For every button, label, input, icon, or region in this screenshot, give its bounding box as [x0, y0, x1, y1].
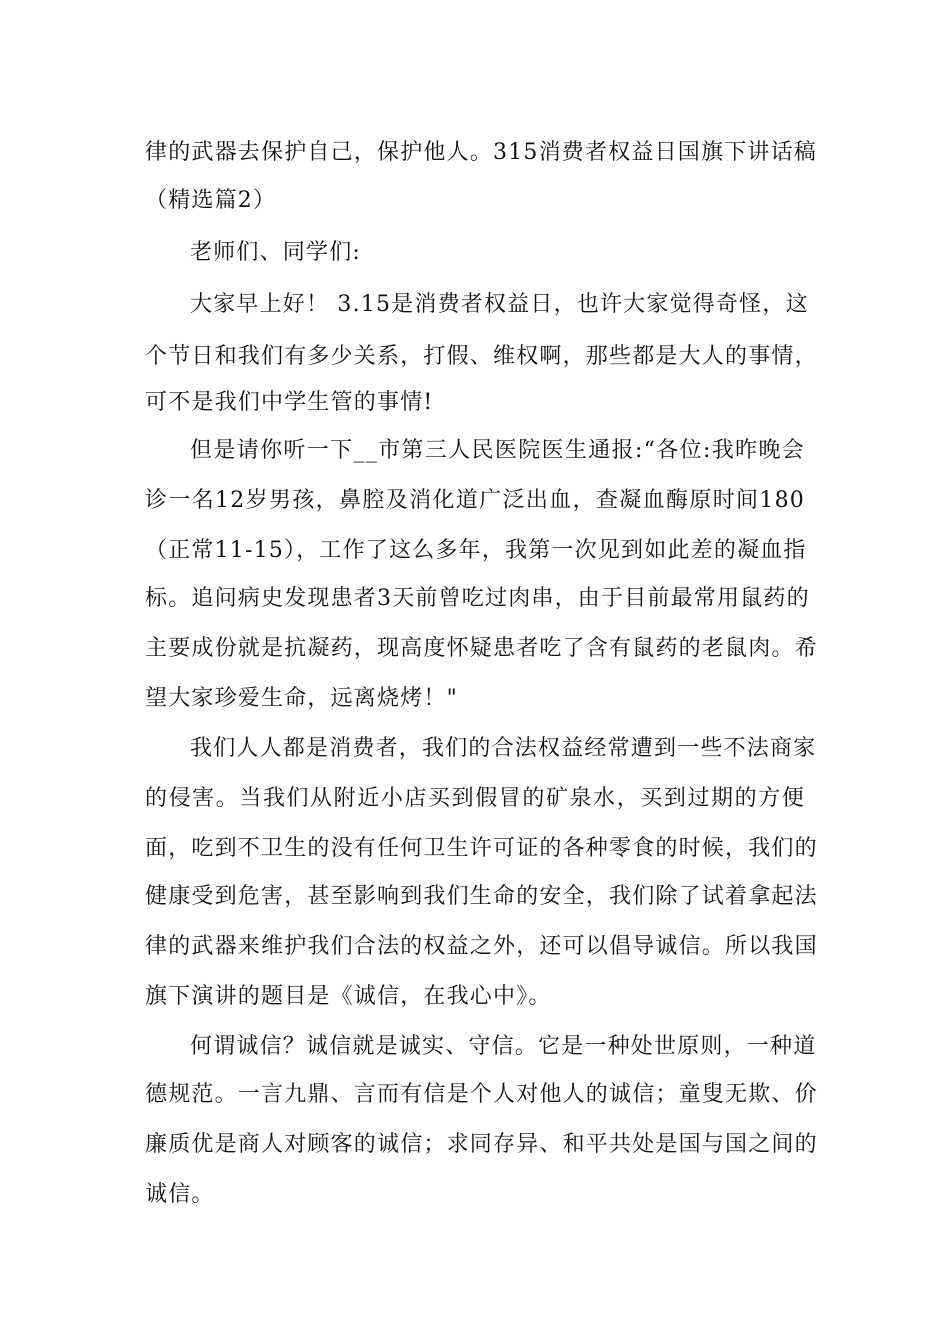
text-line: 诚信。 [145, 1182, 215, 1207]
text-line: 标。追问病史发现患者3天前曾吃过肉串，由于目前最常用鼠药的 [145, 586, 810, 611]
text-line: 我们人人都是消费者，我们的合法权益经常遭到一些不法商家 [190, 736, 817, 761]
text-line: 但是请你听一下__市第三人民医院医生通报:“各位:我昨晚会 [190, 438, 805, 463]
text-line: 大家早上好！ 3.15是消费者权益日，也许大家觉得奇怪，这 [190, 292, 809, 317]
text-line: 诊一名12岁男孩，鼻腔及消化道广泛出血，查凝血酶原时间180 [145, 488, 805, 513]
text-line: 主要成份就是抗凝药，现高度怀疑患者吃了含有鼠药的老鼠肉。希 [145, 636, 818, 661]
text-line: （精选篇2） [145, 188, 277, 213]
text-line: 个节日和我们有多少关系，打假、维权啊，那些都是大人的事情， [145, 344, 818, 369]
text-line: 健康受到危害，甚至影响到我们生命的安全，我们除了试着拿起法 [145, 884, 818, 909]
text-line: 律的武器去保护自己，保护他人。315消费者权益日国旗下讲话稿 [145, 140, 817, 165]
text-line: 何谓诚信？诚信就是诚实、守信。它是一种处世原则，一种道 [190, 1034, 817, 1059]
text-line: 旗下演讲的题目是《诚信，在我心中》。 [145, 984, 552, 1009]
text-line: 的侵害。当我们从附近小店买到假冒的矿泉水，买到过期的方便 [145, 786, 805, 811]
text-line: 可不是我们中学生管的事情! [145, 390, 434, 415]
text-line: 面，吃到不卫生的没有任何卫生许可证的各种零食的时候，我们的 [145, 836, 818, 861]
text-line: 德规范。一言九鼎、言而有信是个人对他人的诚信；童叟无欺、价 [145, 1082, 818, 1107]
text-line: 老师们、同学们: [190, 240, 362, 265]
text-line: 律的武器来维护我们合法的权益之外，还可以倡导诚信。所以我国 [145, 934, 818, 959]
text-line: （正常11-15），工作了这么多年，我第一次见到如此差的凝血指 [145, 538, 807, 563]
text-line: 望大家珍爱生命，远离烧烤！" [145, 686, 458, 711]
text-line: 廉质优是商人对顾客的诚信；求同存异、和平共处是国与国之间的 [145, 1132, 818, 1157]
